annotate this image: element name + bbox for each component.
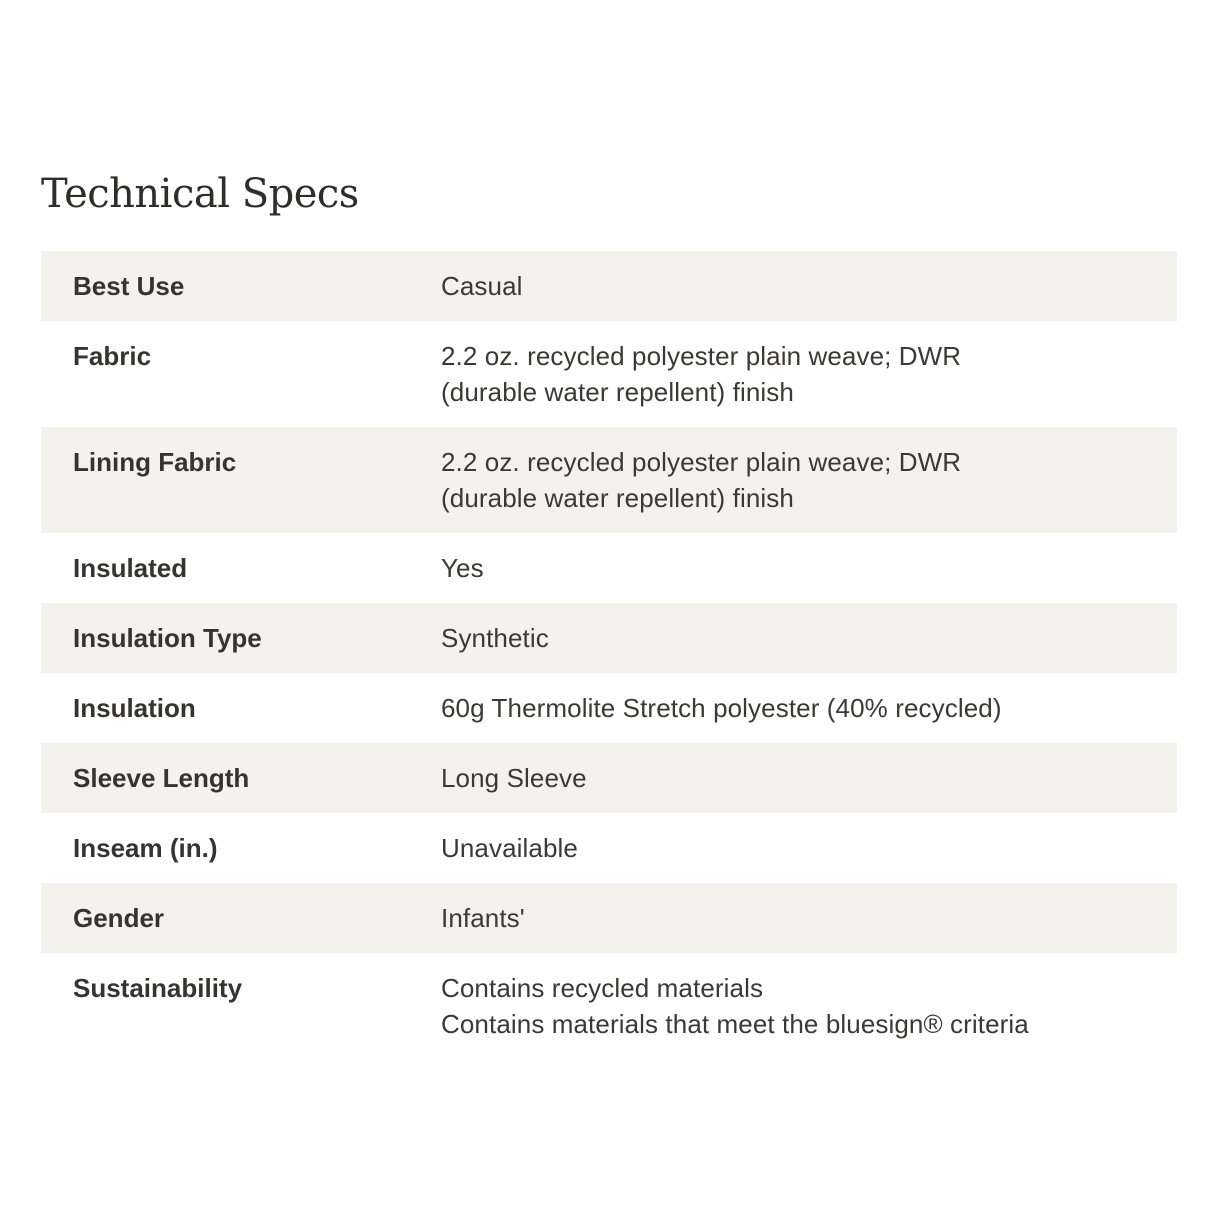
spec-row-sleeve-length bbox=[41, 743, 1177, 813]
spec-value-line: Synthetic bbox=[441, 623, 549, 653]
spec-label: Best Use bbox=[73, 271, 185, 301]
spec-row-best-use bbox=[41, 251, 1177, 321]
spec-value-line: Long Sleeve bbox=[441, 763, 587, 793]
spec-value-line: Contains recycled materials bbox=[441, 973, 764, 1003]
spec-row-lining-fabric bbox=[41, 427, 1177, 533]
spec-row-gender bbox=[41, 883, 1177, 953]
spec-value-line: 60g Thermolite Stretch polyester (40% recycled) bbox=[441, 693, 1002, 723]
spec-label: Sustainability bbox=[73, 973, 243, 1003]
spec-value-line: Casual bbox=[441, 271, 523, 301]
spec-label: Gender bbox=[73, 903, 165, 933]
spec-value bbox=[441, 338, 1177, 410]
spec-label: Insulation Type bbox=[73, 623, 262, 653]
spec-label: Lining Fabric bbox=[73, 447, 237, 477]
spec-label: Insulation bbox=[73, 693, 196, 723]
spec-value-line: Unavailable bbox=[441, 833, 578, 863]
spec-value-line: 2.2 oz. recycled polyester plain weave; DWR bbox=[441, 447, 962, 477]
spec-value-line: Yes bbox=[441, 553, 484, 583]
spec-value bbox=[441, 970, 1177, 1042]
spec-label: Sleeve Length bbox=[73, 763, 250, 793]
spec-row-fabric bbox=[41, 321, 1177, 427]
spec-label: Fabric bbox=[73, 341, 152, 371]
spec-label: Insulated bbox=[73, 553, 188, 583]
spec-value bbox=[441, 830, 1177, 866]
spec-value-line: Infants' bbox=[441, 903, 525, 933]
spec-value bbox=[441, 268, 1177, 304]
spec-value-line: 2.2 oz. recycled polyester plain weave; DWR bbox=[441, 341, 962, 371]
spec-value bbox=[441, 550, 1177, 586]
spec-value-line: Contains materials that meet the bluesign® criteria bbox=[441, 1009, 1029, 1039]
section-title: Technical Specs bbox=[41, 171, 359, 217]
spec-row-insulation-type bbox=[41, 603, 1177, 673]
spec-table bbox=[41, 251, 1177, 1059]
spec-value bbox=[441, 900, 1177, 936]
spec-value-line: (durable water repellent) finish bbox=[441, 377, 794, 407]
spec-row-inseam bbox=[41, 813, 1177, 883]
spec-value bbox=[441, 760, 1177, 796]
spec-label: Inseam (in.) bbox=[73, 833, 218, 863]
spec-value bbox=[441, 690, 1177, 726]
spec-row-insulation bbox=[41, 673, 1177, 743]
technical-specs-section bbox=[41, 168, 1177, 1059]
spec-row-sustainability bbox=[41, 953, 1177, 1059]
spec-value bbox=[441, 444, 1177, 516]
spec-row-insulated bbox=[41, 533, 1177, 603]
spec-value-line: (durable water repellent) finish bbox=[441, 483, 794, 513]
spec-value bbox=[441, 620, 1177, 656]
